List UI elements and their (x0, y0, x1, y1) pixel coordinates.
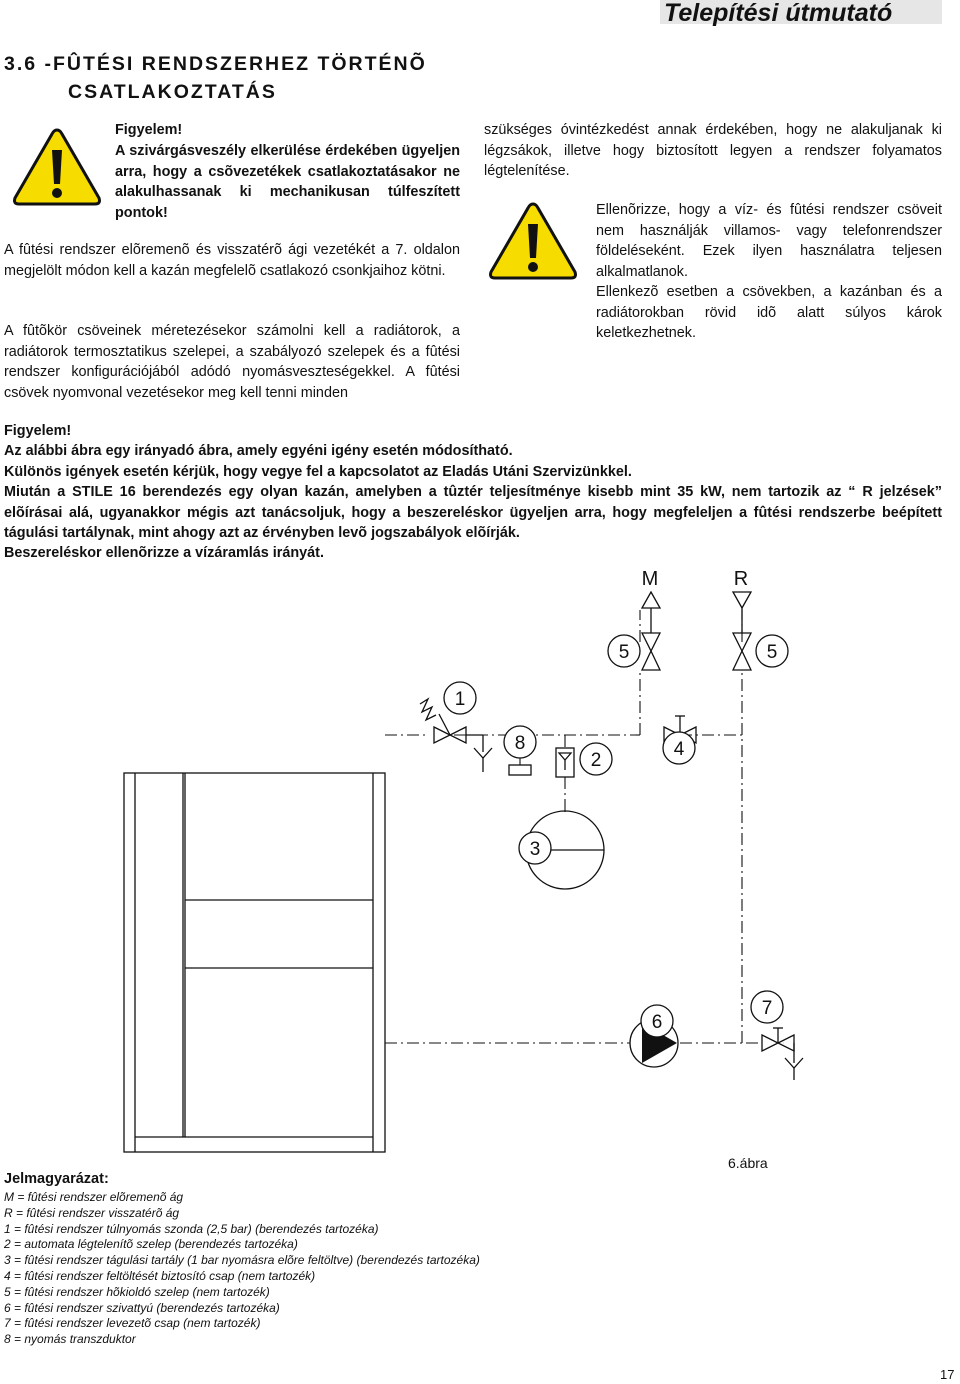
warning-top-label: Figyelem! (115, 122, 183, 138)
callout-6: 6 (651, 1012, 663, 1033)
legend-item: 6 = fûtési rendszer szivattyú (berendezés tartozéka) (4, 1300, 280, 1315)
legend-item: R = fûtési rendszer visszatérõ ág (4, 1205, 180, 1220)
legend-item: 8 = nyomás transzduktor (4, 1332, 136, 1347)
callout-1: 1 (454, 689, 466, 710)
valve-icon (642, 633, 660, 670)
callout-4: 4 (673, 739, 685, 760)
figure-label: 6.ábra (728, 1155, 768, 1171)
legend-item: 1 = fûtési rendszer túlnyomás szonda (2,5 bar) (berendezés tartozéka) (4, 1221, 379, 1236)
legend-item: 2 = automata légtelenítõ szelep (berendezés tartozéka) (4, 1237, 298, 1252)
page-number: 17 (940, 1367, 955, 1382)
legend-title: Jelmagyarázat: (4, 1171, 109, 1187)
label-m: M (641, 568, 659, 590)
callout-8: 8 (514, 733, 526, 754)
warning-grounding-text: Ellenõrizze, hogy a víz- és fûtési rendszer csöveit nem használják villamos- vagy telefonrendszer földeléseként. Ezek ilyen használatra teljesen alkalmatlanok. (596, 202, 942, 280)
notice-line-1: Az alábbi ábra egy irányadó ábra, amely egyéni igény esetén módosítható. (4, 443, 513, 459)
hydraulic-diagram (0, 560, 960, 1160)
legend-item: 5 = fûtési rendszer hõkioldó szelep (nem tartozék) (4, 1284, 270, 1299)
notice-line-4: Beszereléskor ellenõrizze a vízáramlás irányát. (4, 545, 324, 561)
warning-triangle-icon (486, 200, 580, 282)
boiler-outline (124, 773, 385, 1152)
section-title (4, 50, 427, 106)
paragraph-venting: szükséges óvintézkedést annak érdekében, hogy ne alakuljanak ki légzsákok, illetve hogy biztosított legyen a rendszer folyamatos légtelenítése. (484, 122, 942, 179)
callout-7: 7 (761, 998, 773, 1019)
legend-item: 3 = fûtési rendszer tágulási tartály (1 bar nyomásra elõre feltöltve) (berendezés tartozéka) (4, 1253, 480, 1268)
legend-list (4, 1190, 480, 1348)
section-title-line-1: 3.6 -FÛTÉSI RENDSZERHEZ TÖRTÉNÕ (4, 53, 427, 75)
legend-item: 7 = fûtési rendszer levezetõ csap (nem tartozék) (4, 1316, 261, 1331)
warning-damage-text: Ellenkezõ esetben a csövekben, a kazánban és a radiátorokban rövid idõ alatt súlyos károk keletkezhetnek. (596, 284, 942, 341)
callout-3: 3 (529, 839, 541, 860)
legend-item: 4 = fûtési rendszer feltöltését biztosító csap (nem tartozék) (4, 1268, 316, 1283)
label-r: R (733, 568, 749, 590)
flow-up-arrow-icon (642, 592, 660, 608)
flow-down-arrow-icon (733, 592, 751, 608)
notice-line-3: Miután a STILE 16 berendezés egy olyan kazán, amelyben a tûztér teljesítménye kisebb mint 35 kW, nem tartozik az “ R jelzések” elõírásai alá, ugyanakkor mégis azt tanácsoljuk, hogy a beszereléskor ügyeljen arra, hogy megfeleljen a fûtési rendszerbe beépített tágulási tartálynak, mint ahogy azt az érvényben levõ jogszabályok elõírják. (4, 484, 942, 541)
paragraph-sizing: A fûtõkör csöveinek méretezésekor számolni kell a radiátorok, a radiátorok termosztatikus szelepei, a szabályozó szelepek és a fûtési rendszer konfigurációjából adódó nyomásveszteségekkel. A fûtési csövek nyomvonal vezetésekor meg kell tenni minden (4, 323, 460, 401)
notice-label: Figyelem! (4, 423, 72, 439)
warning-top-text: A szivárgásveszély elkerülése érdekében ügyeljen arra, hogy a csõvezetékek csatlakoztatásakor ne alakulhassanak ki mechanikusan túlfeszített pontok! (115, 143, 460, 221)
section-title-line-2: CSATLAKOZTATÁS (68, 81, 277, 103)
callout-5a: 5 (618, 642, 630, 663)
warning-triangle-icon (10, 126, 104, 208)
callout-5b: 5 (766, 642, 778, 663)
legend-item: M = fûtési rendszer elõremenõ ág (4, 1190, 184, 1204)
paragraph-connection: A fûtési rendszer elõremenõ és visszatérõ ági vezetékét a 7. oldalon megjelölt módon kell a kazán megfelelõ csatlakozó csonkjaihoz kötni. (4, 242, 460, 279)
header-title: Telepítési útmutató (664, 0, 893, 27)
pressure-transducer-icon (509, 765, 531, 775)
callout-2: 2 (590, 750, 602, 771)
notice-line-2: Különös igények esetén kérjük, hogy vegye fel a kapcsolatot az Eladás Utáni Szervizünkkel. (4, 464, 632, 480)
